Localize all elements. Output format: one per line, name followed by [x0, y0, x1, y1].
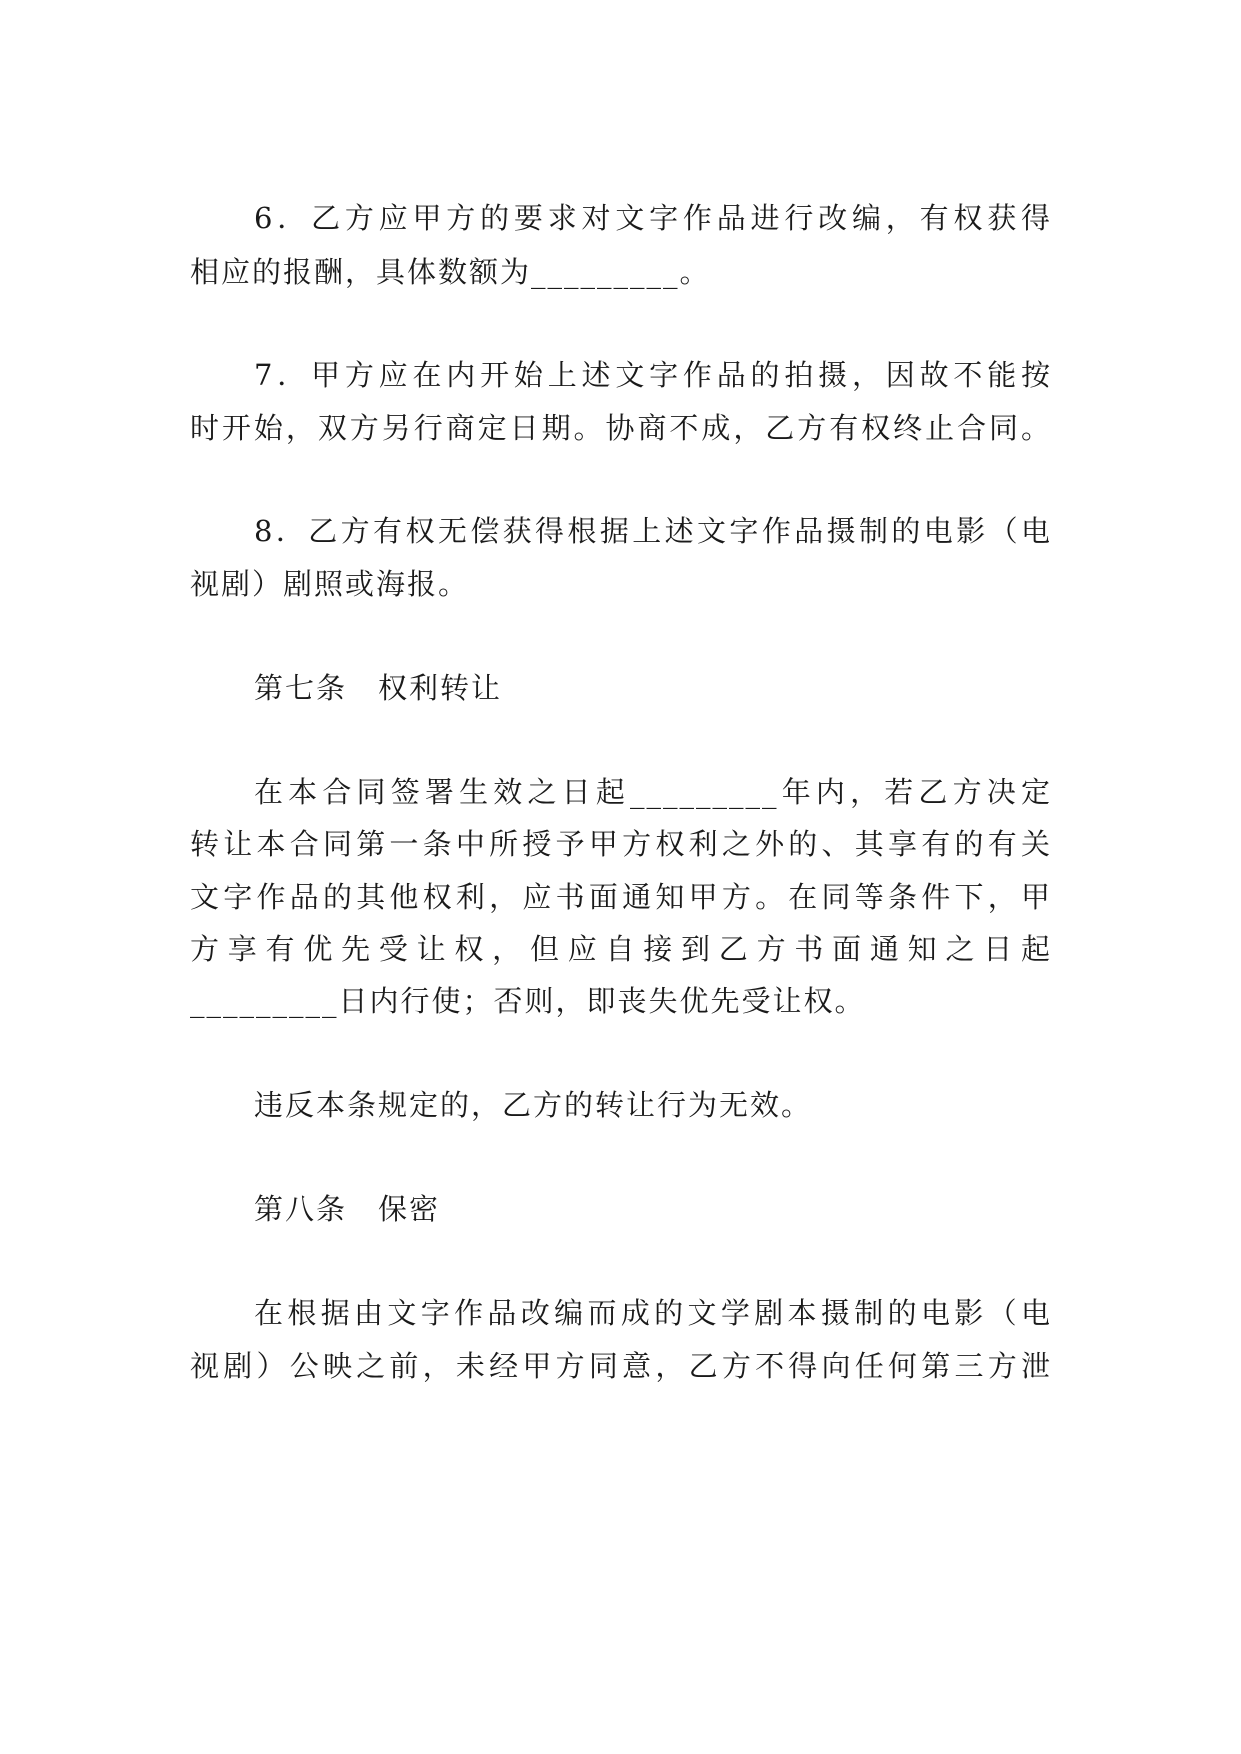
clause-8-line-1: 8．乙方有权无偿获得根据上述文字作品摄制的电影（电	[254, 514, 1052, 548]
clause-6-line-2: 相应的报酬，具体数额为_________。	[190, 255, 711, 289]
article-7-body-line-2: 转让本合同第一条中所授予甲方权利之外的、其享有的有关	[190, 827, 1052, 861]
article-7-closing: 违反本条规定的，乙方的转让行为无效。	[254, 1088, 813, 1122]
clause-7-line-1: 7．甲方应在内开始上述文字作品的拍摄，因故不能按	[254, 358, 1052, 392]
article-7-body-line-5: _________日内行使；否则，即丧失优先受让权。	[190, 984, 866, 1018]
article-7-heading: 第七条 权利转让	[254, 671, 503, 705]
clause-7-line-2: 时开始，双方另行商定日期。协商不成，乙方有权终止合同。	[190, 411, 1052, 445]
clause-6-line-1: 6．乙方应甲方的要求对文字作品进行改编，有权获得	[254, 201, 1052, 235]
article-7-body-line-1: 在本合同签署生效之日起_________年内，若乙方决定	[254, 775, 1052, 809]
article-8-body-line-2: 视剧）公映之前，未经甲方同意，乙方不得向任何第三方泄	[190, 1349, 1052, 1383]
article-8-body-line-1: 在根据由文字作品改编而成的文学剧本摄制的电影（电	[254, 1296, 1052, 1330]
article-7-body-line-4: 方享有优先受让权，但应自接到乙方书面通知之日起	[190, 932, 1052, 966]
article-8-heading: 第八条 保密	[254, 1192, 441, 1226]
clause-8-line-2: 视剧）剧照或海报。	[190, 567, 470, 601]
article-7-body-line-3: 文字作品的其他权利，应书面通知甲方。在同等条件下，甲	[190, 880, 1052, 914]
